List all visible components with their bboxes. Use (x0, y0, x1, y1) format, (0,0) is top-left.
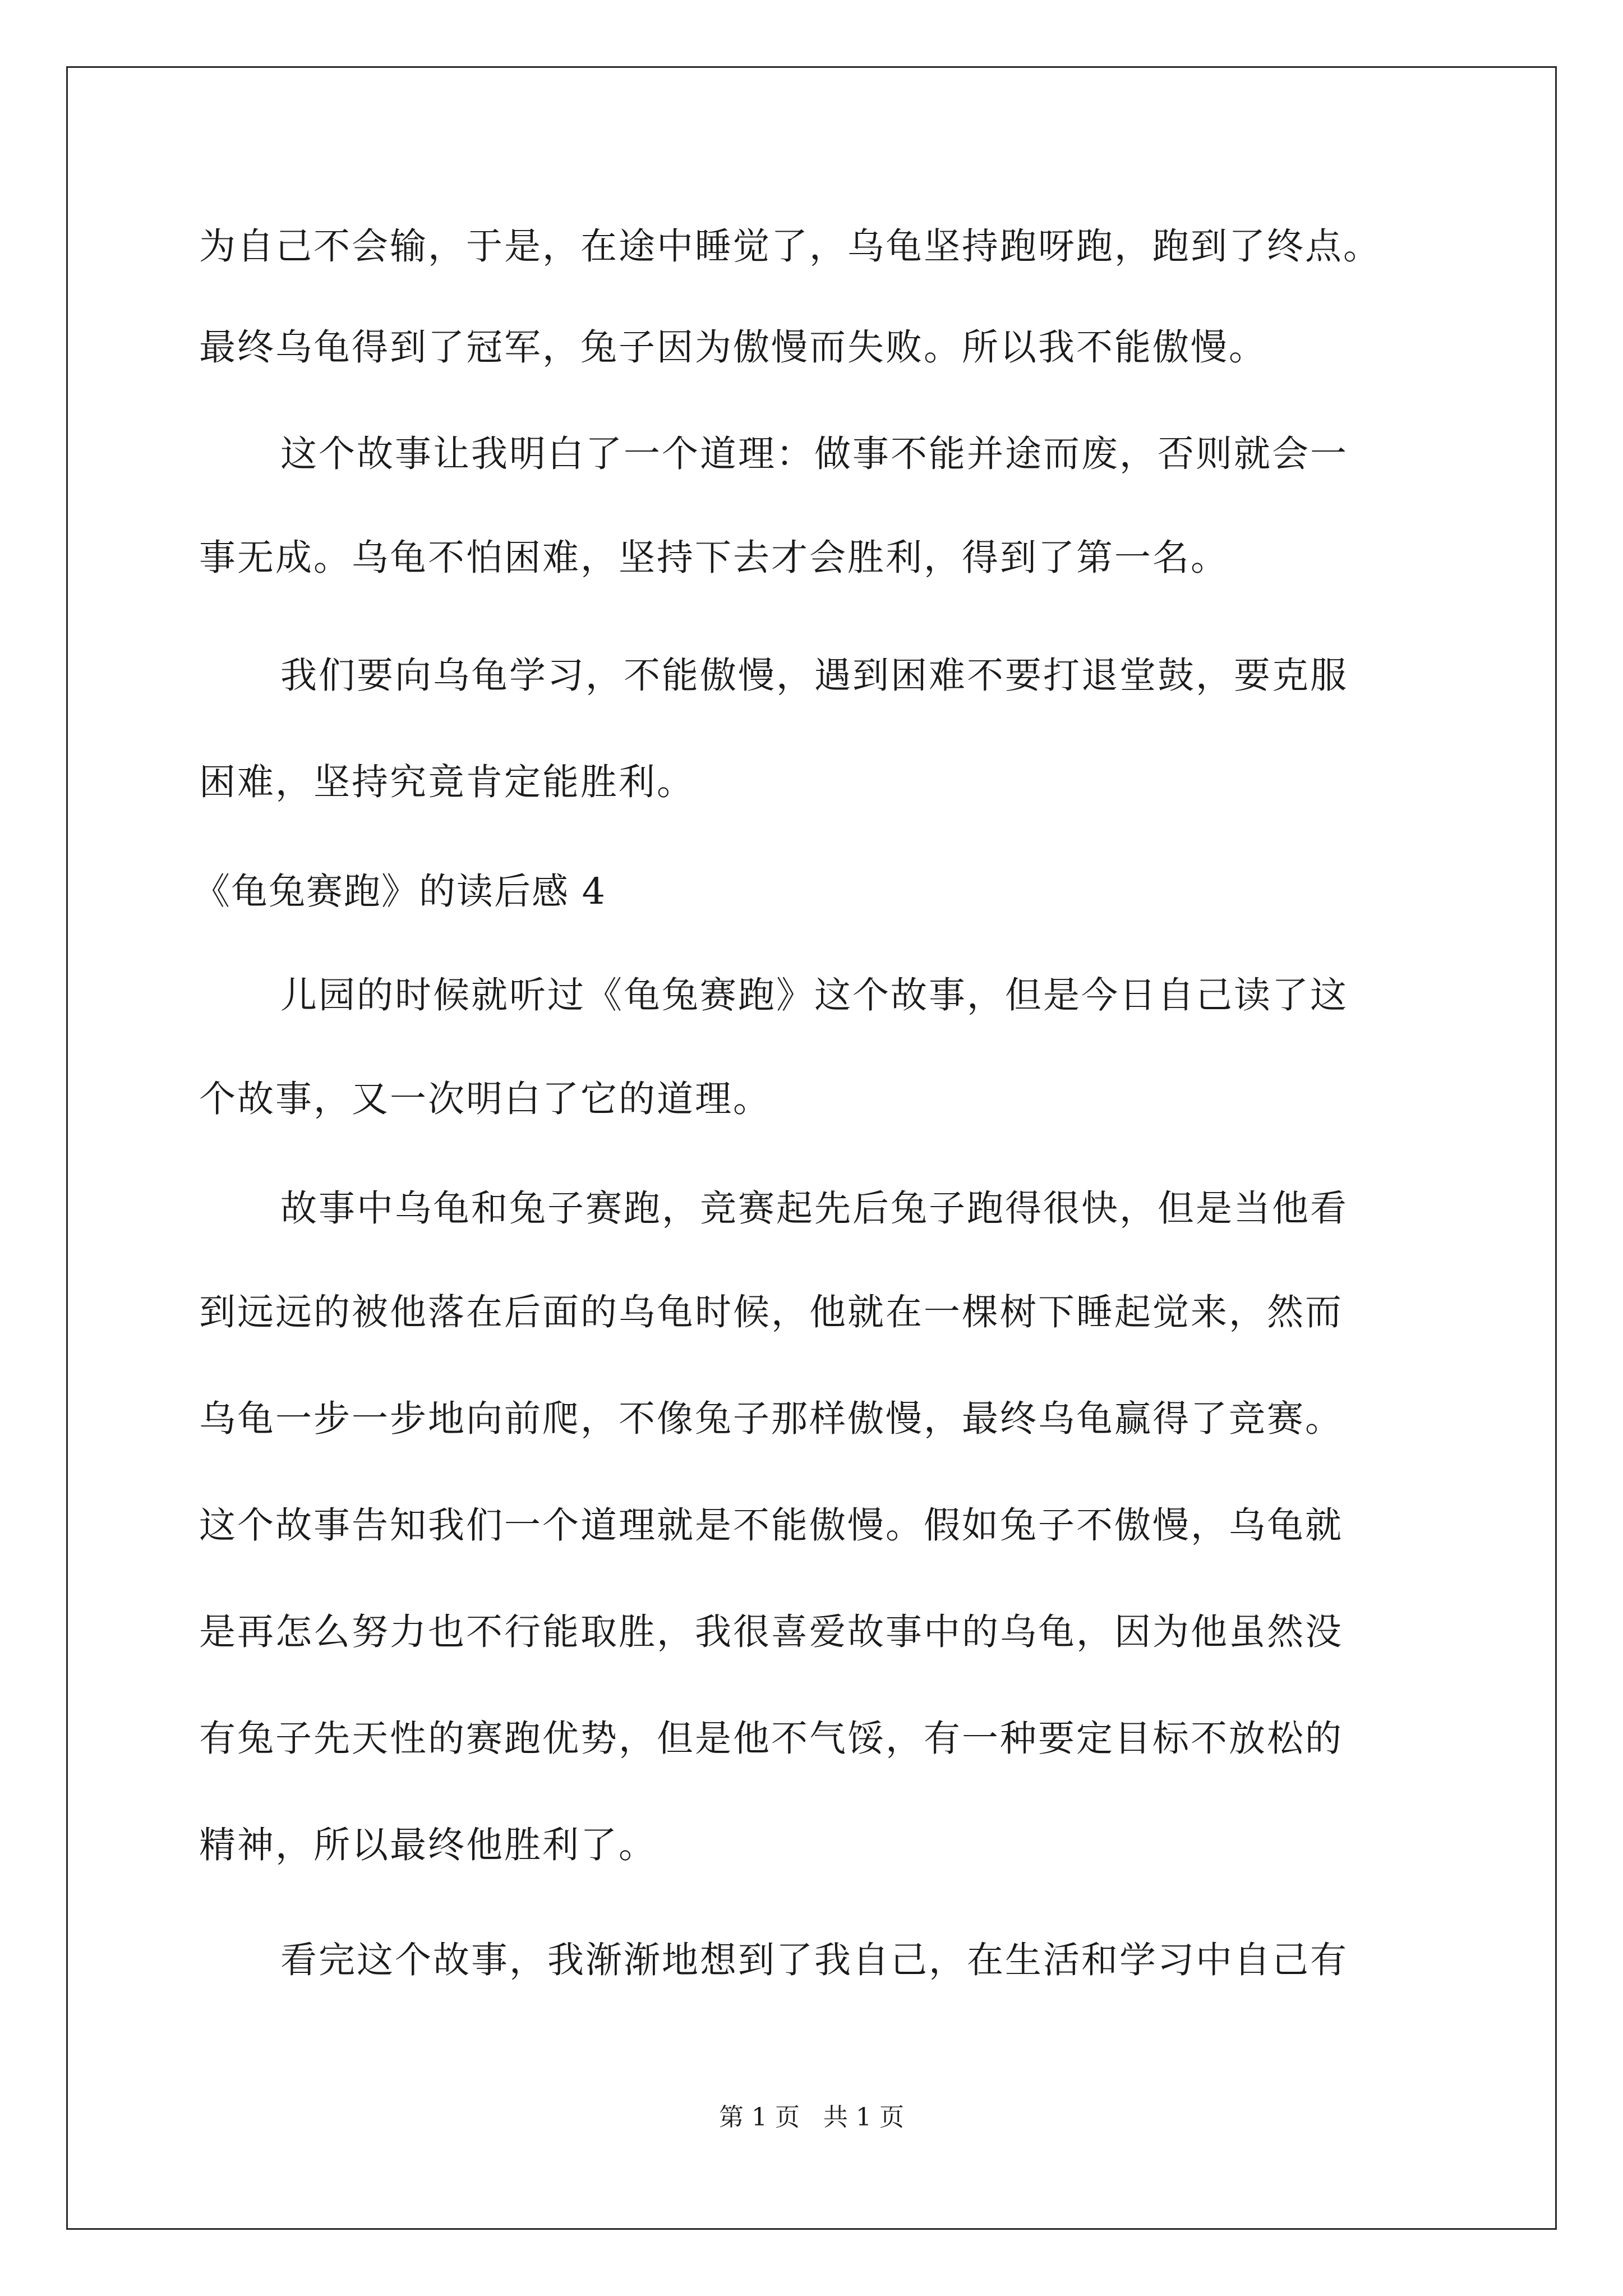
paragraph-line-5: 我们要向乌龟学习，不能傲慢，遇到困难不要打退堂鼓，要克服 (280, 655, 1349, 697)
body-line-12: 乌龟一步一步地向前爬，不像兔子那样傲慢，最终乌龟赢得了竞赛。 (199, 1398, 1344, 1440)
paragraph-line-17: 看完这个故事，我渐渐地想到了我自己，在生活和学习中自己有 (280, 1939, 1349, 1981)
paragraph-line-8: 儿园的时候就听过《龟兔赛跑》这个故事，但是今日自己读了这 (280, 974, 1349, 1016)
body-line-2: 最终乌龟得到了冠军，兔子因为傲慢而失败。所以我不能傲慢。 (199, 326, 1267, 369)
body-line-9: 个故事，又一次明白了它的道理。 (199, 1078, 772, 1120)
body-line-16: 精神，所以最终他胜利了。 (199, 1824, 657, 1866)
body-line-14: 是再怎么努力也不行能取胜，我很喜爱故事中的乌龟，因为他虽然没 (199, 1611, 1344, 1653)
body-line-15: 有兔子先天性的赛跑优势，但是他不气馁，有一种要定目标不放松的 (199, 1718, 1344, 1760)
body-line-13: 这个故事告知我们一个道理就是不能傲慢。假如兔子不傲慢，乌龟就 (199, 1504, 1344, 1547)
body-line-6: 困难，坚持究竟肯定能胜利。 (199, 761, 695, 803)
body-line-11: 到远远的被他落在后面的乌龟时候，他就在一棵树下睡起觉来，然而 (199, 1291, 1344, 1333)
page-border (66, 66, 1557, 2230)
body-line-1: 为自己不会输，于是，在途中睡觉了，乌龟坚持跑呀跑，跑到了终点。 (199, 226, 1382, 268)
paragraph-line-3: 这个故事让我明白了一个道理：做事不能并途而废，否则就会一 (280, 433, 1349, 475)
section-heading: 《龟兔赛跑》的读后感 4 (193, 871, 607, 913)
body-line-4: 事无成。乌龟不怕困难，坚持下去才会胜利，得到了第一名。 (199, 537, 1229, 579)
paragraph-line-10: 故事中乌龟和兔子赛跑，竞赛起先后兔子跑得很快，但是当他看 (280, 1188, 1349, 1230)
page-footer: 第 1 页 共 1 页 (719, 2103, 904, 2132)
